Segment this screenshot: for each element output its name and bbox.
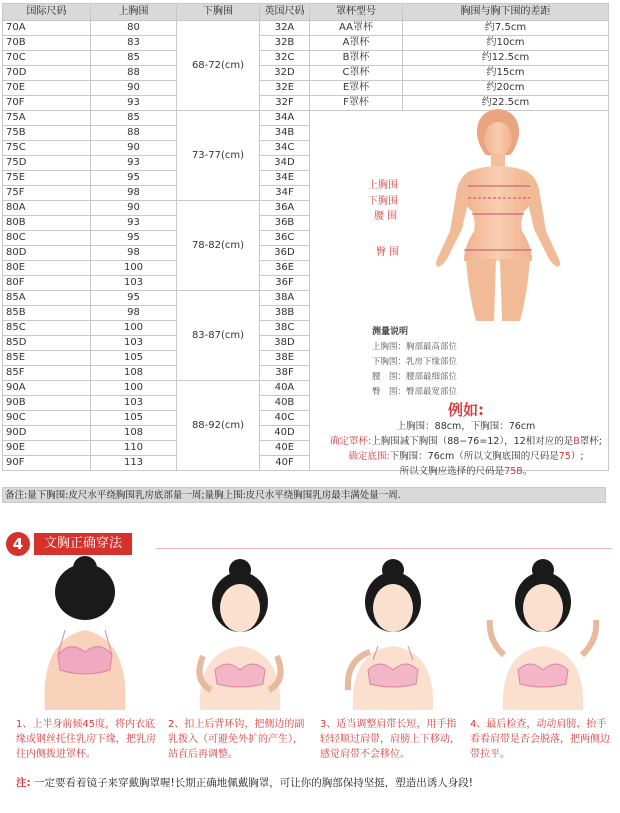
cell-uk-size: 38D [260, 336, 310, 351]
example-band-suffix: ）; [570, 451, 584, 462]
step-3-text: 3、适当调整肩带长短，用手指轻轻顺过肩带，肩膀上下移动，感觉肩带不会移位。 [320, 719, 460, 760]
cell-uk-size: 40E [260, 441, 310, 456]
example-cup-text: 上胸围减下胸围（88−76=12），12相对应的是 [371, 436, 574, 447]
cell-uk-size: 32F [260, 96, 310, 111]
cell-cup-type: E罩杯 [310, 81, 403, 96]
example-band-label: 确定底围: [348, 451, 390, 462]
cell-intl-size: 85B [3, 306, 91, 321]
cell-cup-type: A罩杯 [310, 36, 403, 51]
cell-upper-bust: 90 [91, 81, 177, 96]
example-band-value: 75 [558, 451, 571, 462]
cell-uk-size: 38F [260, 366, 310, 381]
header-cup-type: 罩杯型号 [310, 4, 403, 21]
cell-under-bust: 73-77(cm) [177, 111, 260, 201]
step-3-illustration [318, 560, 468, 710]
measure-line: 臀 围：臀部最宽部位 [372, 387, 458, 397]
cell-uk-size: 40C [260, 411, 310, 426]
cell-upper-bust: 98 [91, 246, 177, 261]
measure-line: 腰 围：腰部最细部位 [372, 372, 458, 382]
cell-upper-bust: 100 [91, 321, 177, 336]
diagram-cell [310, 111, 609, 477]
table-row [3, 36, 609, 51]
header-uk-size: 英国尺码 [260, 4, 310, 21]
cell-uk-size: 38C [260, 321, 310, 336]
measure-title: 测量说明 [372, 327, 409, 337]
cell-uk-size: 34D [260, 156, 310, 171]
example-line-1: 上胸围：88cm，下胸围：76cm [396, 421, 536, 432]
cell-uk-size: 32B [260, 36, 310, 51]
cell-upper-bust: 93 [91, 216, 177, 231]
size-chart-table [2, 3, 609, 477]
footer-label: 注: [16, 777, 31, 789]
female-figure-illustration [310, 111, 619, 321]
cell-intl-size: 80B [3, 216, 91, 231]
cell-intl-size: 75C [3, 141, 91, 156]
measure-line: 下胸围：乳房下缘部位 [372, 357, 458, 367]
cell-cup-type: AA罩杯 [310, 21, 403, 36]
cell-uk-size: 34B [260, 126, 310, 141]
cell-difference: 约7.5cm [403, 21, 609, 36]
table-row [3, 51, 609, 66]
label-upper-bust: 上胸围 [368, 180, 398, 191]
step-4-text: 4、最后检查，动动肩膀、抬手看看肩带是否会脱落，把两侧边带拉平。 [470, 719, 610, 760]
cell-intl-size: 80A [3, 201, 91, 216]
header-under-bust: 下胸围 [177, 4, 260, 21]
cell-upper-bust: 83 [91, 36, 177, 51]
cell-intl-size: 85D [3, 336, 91, 351]
cell-upper-bust: 93 [91, 96, 177, 111]
cell-uk-size: 34C [260, 141, 310, 156]
cell-uk-size: 32A [260, 21, 310, 36]
step-4-illustration [468, 560, 618, 710]
cell-uk-size: 36C [260, 231, 310, 246]
cell-under-bust: 83-87(cm) [177, 291, 260, 381]
table-row [3, 66, 609, 81]
cell-upper-bust: 93 [91, 156, 177, 171]
example-block [316, 401, 616, 479]
cell-upper-bust: 103 [91, 396, 177, 411]
section-header [6, 532, 612, 556]
cell-uk-size: 38E [260, 351, 310, 366]
cell-intl-size: 70D [3, 66, 91, 81]
example-result-suffix: 。 [522, 466, 533, 477]
step-2-illustration [165, 560, 315, 710]
table-header-row [3, 4, 609, 21]
label-under-bust: 下胸围 [368, 196, 398, 207]
header-difference: 胸围与胸下围的差距 [403, 4, 609, 21]
example-title: 例如: [448, 401, 484, 419]
cell-uk-size: 32C [260, 51, 310, 66]
example-cup-value: B [573, 436, 580, 447]
cell-cup-type: F罩杯 [310, 96, 403, 111]
cell-intl-size: 75D [3, 156, 91, 171]
cell-intl-size: 90F [3, 456, 91, 471]
cell-uk-size: 40B [260, 396, 310, 411]
step-1-illustration [10, 560, 160, 710]
cell-upper-bust: 98 [91, 186, 177, 201]
cell-intl-size: 70E [3, 81, 91, 96]
cell-uk-size: 40D [260, 426, 310, 441]
cell-uk-size: 36D [260, 246, 310, 261]
cell-upper-bust: 103 [91, 336, 177, 351]
cell-upper-bust: 88 [91, 126, 177, 141]
cell-intl-size: 75F [3, 186, 91, 201]
cell-intl-size: 70A [3, 21, 91, 36]
cell-upper-bust: 95 [91, 291, 177, 306]
cell-intl-size: 90E [3, 441, 91, 456]
cell-intl-size: 85F [3, 366, 91, 381]
table-row [3, 81, 609, 96]
cell-upper-bust: 98 [91, 306, 177, 321]
cell-difference: 约15cm [403, 66, 609, 81]
example-cup-suffix: 罩杯; [579, 436, 602, 447]
cell-uk-size: 32D [260, 66, 310, 81]
table-row [3, 21, 609, 36]
cell-uk-size: 38A [260, 291, 310, 306]
table-row [3, 111, 609, 126]
cell-upper-bust: 113 [91, 456, 177, 471]
step-1-text: 1、上半身前倾45度，将内衣底缘或钢丝托住乳房下缘，把乳房往内侧拨进罩杯。 [16, 719, 156, 760]
table-note: 备注:量下胸围:皮尺水平绕胸围乳房底部量一周;量胸上围:皮尺水平绕胸围乳房最丰满处量一周. [2, 487, 606, 503]
cell-upper-bust: 88 [91, 66, 177, 81]
cell-intl-size: 75A [3, 111, 91, 126]
cell-uk-size: 34A [260, 111, 310, 126]
cell-uk-size: 36A [260, 201, 310, 216]
label-waist: 腰 围 [374, 211, 398, 222]
cell-intl-size: 75B [3, 126, 91, 141]
cell-upper-bust: 90 [91, 141, 177, 156]
example-band-text: 下胸围：76cm（所以文胸底围的尺码是 [389, 451, 559, 462]
cell-upper-bust: 100 [91, 261, 177, 276]
cell-upper-bust: 95 [91, 231, 177, 246]
cell-uk-size: 40F [260, 456, 310, 471]
cell-intl-size: 90D [3, 426, 91, 441]
cell-intl-size: 70C [3, 51, 91, 66]
section-number: 4 [6, 532, 30, 556]
example-result-text: 所以文胸应选择的尺码是 [399, 466, 505, 477]
cell-upper-bust: 80 [91, 21, 177, 36]
cell-intl-size: 80E [3, 261, 91, 276]
header-intl-size: 国际尺码 [3, 4, 91, 21]
example-line-4 [316, 464, 616, 479]
cell-intl-size: 90B [3, 396, 91, 411]
cell-upper-bust: 105 [91, 351, 177, 366]
cell-intl-size: 90A [3, 381, 91, 396]
measure-line: 上胸围：胸部最高部位 [372, 342, 458, 352]
cell-intl-size: 70F [3, 96, 91, 111]
step-2-text: 2、扣上后背环钩，把侧边的副乳拨入（可避免外扩的产生），站直后再调整。 [168, 719, 305, 760]
cell-intl-size: 80D [3, 246, 91, 261]
cell-intl-size: 70B [3, 36, 91, 51]
cell-upper-bust: 90 [91, 201, 177, 216]
cell-uk-size: 38B [260, 306, 310, 321]
cell-under-bust: 78-82(cm) [177, 201, 260, 291]
cell-intl-size: 85E [3, 351, 91, 366]
cell-intl-size: 80F [3, 276, 91, 291]
cell-upper-bust: 110 [91, 441, 177, 456]
example-line-2 [316, 434, 616, 449]
footer-text: 一定要看着镜子来穿戴胸罩喔!长期正确地佩戴胸罩，可让你的胸部保持坚挺，塑造出诱人身段! [34, 777, 473, 789]
cell-upper-bust: 105 [91, 411, 177, 426]
section-divider [156, 548, 612, 549]
cell-uk-size: 34F [260, 186, 310, 201]
cell-uk-size: 36B [260, 216, 310, 231]
cell-difference: 约10cm [403, 36, 609, 51]
cell-intl-size: 80C [3, 231, 91, 246]
cell-difference: 约20cm [403, 81, 609, 96]
label-hip: 臀 围 [376, 247, 400, 258]
cell-difference: 约22.5cm [403, 96, 609, 111]
cell-under-bust: 88-92(cm) [177, 381, 260, 471]
cell-upper-bust: 85 [91, 51, 177, 66]
table-row [3, 96, 609, 111]
footer-note [16, 775, 616, 790]
cell-cup-type: B罩杯 [310, 51, 403, 66]
cell-intl-size: 85A [3, 291, 91, 306]
cell-upper-bust: 85 [91, 111, 177, 126]
cell-upper-bust: 95 [91, 171, 177, 186]
cell-uk-size: 36F [260, 276, 310, 291]
cell-upper-bust: 108 [91, 366, 177, 381]
cell-intl-size: 85C [3, 321, 91, 336]
cell-intl-size: 75E [3, 171, 91, 186]
header-upper-bust: 上胸围 [91, 4, 177, 21]
cell-uk-size: 34E [260, 171, 310, 186]
cell-difference: 约12.5cm [403, 51, 609, 66]
cell-uk-size: 40A [260, 381, 310, 396]
example-result-value: 75B [504, 466, 523, 477]
cell-upper-bust: 108 [91, 426, 177, 441]
cell-intl-size: 90C [3, 411, 91, 426]
cell-uk-size: 36E [260, 261, 310, 276]
cell-upper-bust: 103 [91, 276, 177, 291]
cell-cup-type: C罩杯 [310, 66, 403, 81]
section-title: 文胸正确穿法 [34, 533, 132, 555]
cell-upper-bust: 100 [91, 381, 177, 396]
cell-uk-size: 32E [260, 81, 310, 96]
example-cup-label: 确定罩杯: [330, 436, 372, 447]
body-measurement-diagram [310, 111, 619, 490]
example-line-3 [316, 449, 616, 464]
cell-under-bust: 68-72(cm) [177, 21, 260, 111]
